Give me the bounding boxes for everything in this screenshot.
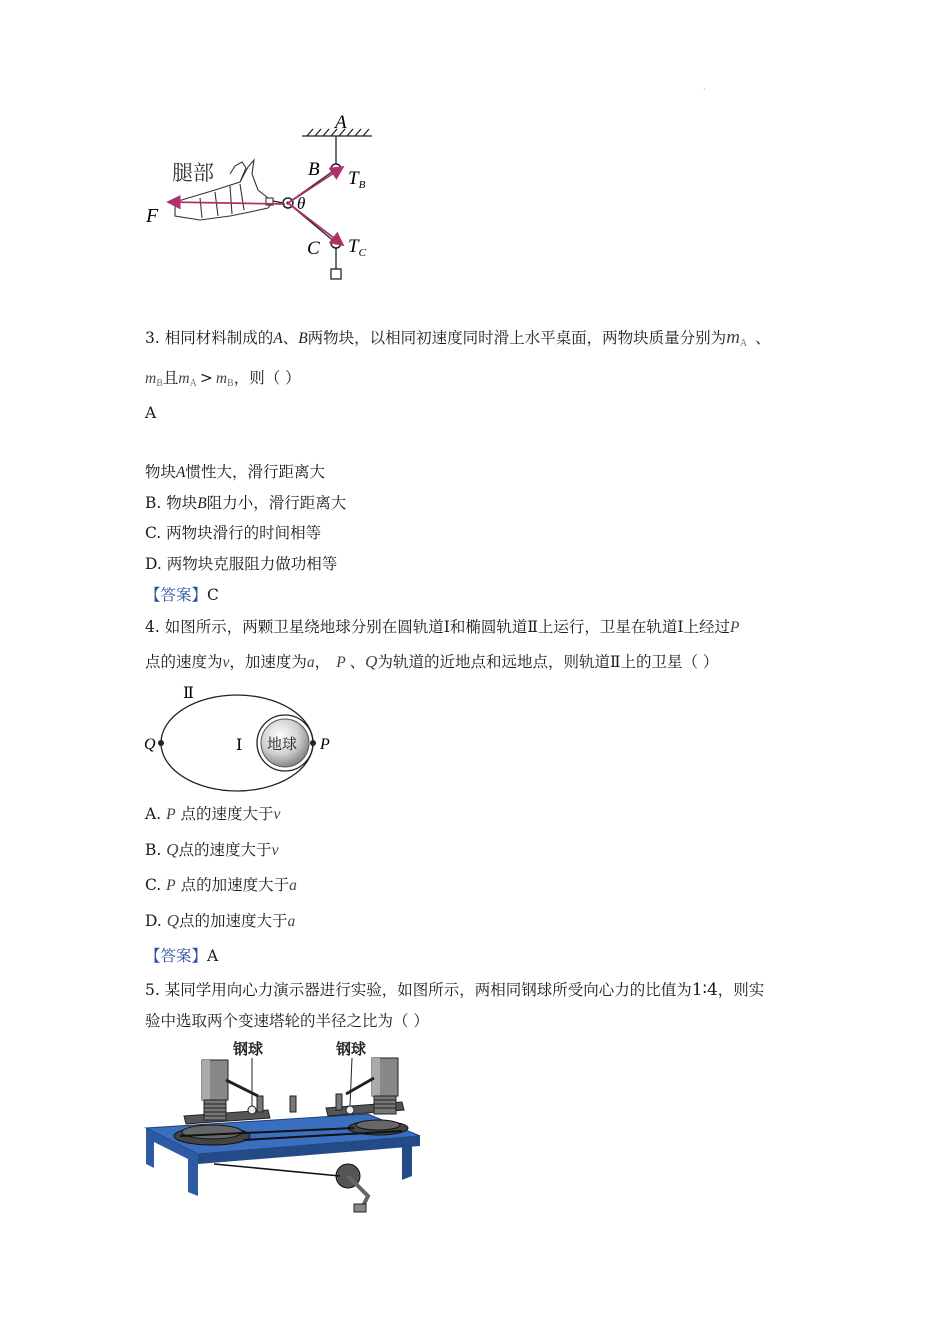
fig-label-p: P bbox=[320, 736, 330, 753]
q5-stem-line1: 5. 某同学用向心力演示器进行实验，如图所示，两相同钢球所受向心力的比值为1∶4，则实 bbox=[145, 980, 765, 1000]
fig-earth-label: 地球 bbox=[267, 735, 298, 753]
q5-stem-line2: 验中选取两个变速塔轮的半径之比为（ ） bbox=[145, 1012, 429, 1030]
q3-answer: 【答案】C bbox=[145, 586, 219, 604]
fig-label-q: Q bbox=[144, 736, 156, 753]
q3-option-b: B. 物块B阻力小，滑行距离大 bbox=[145, 494, 347, 512]
fig-label-i: Ⅰ bbox=[236, 737, 243, 754]
q3-stem-line1: 3. 相同材料制成的A、B两物块，以相同初速度同时滑上水平桌面，两物块质量分别为$m_A$ 、 bbox=[145, 327, 771, 349]
point-p bbox=[310, 740, 316, 746]
q4-option-d: D. Q点的加速度大于a bbox=[145, 911, 296, 930]
q3-stem-line2: $m_B$且$m_A > m_B$，则（ ） bbox=[145, 369, 301, 389]
q4-stem-line2: 点的速度为v，加速度为a， P 、Q为轨道的近地点和远地点，则轨道Ⅱ上的卫星（ ） bbox=[145, 652, 719, 671]
steel-ball-left bbox=[248, 1106, 256, 1114]
leg-traction-figure bbox=[140, 112, 390, 287]
label-theta: θ bbox=[297, 194, 306, 213]
q3-option-d: D. 两物块克服阻力做功相等 bbox=[145, 555, 338, 573]
fig-ball-left-label: 钢球 bbox=[233, 1040, 264, 1058]
q3-option-c: C. 两物块滑行的时间相等 bbox=[145, 524, 322, 542]
q4-option-a: A. P 点的速度大于v bbox=[145, 805, 281, 823]
right-sleeve bbox=[372, 1058, 398, 1114]
q3-option-a: 物块A惯性大，滑行距离大 bbox=[145, 463, 325, 481]
label-leg: 腿部 bbox=[172, 161, 214, 185]
label-F: F bbox=[146, 205, 159, 227]
fig-label-ii: Ⅱ bbox=[183, 685, 194, 702]
q3-option-a-letter: A bbox=[145, 404, 157, 422]
q4-option-c: C. P 点的加速度大于a bbox=[145, 876, 297, 894]
left-sleeve bbox=[202, 1060, 228, 1120]
point-q bbox=[158, 740, 164, 746]
fig-ball-right-label: 钢球 bbox=[336, 1040, 367, 1058]
label-TC: $T_C$ bbox=[348, 236, 366, 259]
crank-handle bbox=[354, 1204, 366, 1212]
q4-answer: 【答案】A bbox=[145, 947, 219, 965]
centripetal-device-figure bbox=[140, 1036, 430, 1221]
label-C: C bbox=[307, 238, 320, 259]
label-A: A bbox=[335, 112, 347, 133]
page-mark: ˎ bbox=[703, 81, 706, 91]
label-B: B bbox=[308, 159, 320, 180]
q4-stem-line1: 4. 如图所示，两颗卫星绕地球分别在圆轨道Ⅰ和椭圆轨道Ⅱ上运行，卫星在轨道Ⅰ上经过P bbox=[145, 618, 740, 636]
label-TB: $T_B$ bbox=[348, 168, 366, 191]
weight-block bbox=[331, 269, 341, 279]
orbit-figure bbox=[140, 682, 340, 794]
q4-option-b: B. Q点的速度大于v bbox=[145, 840, 279, 859]
steel-ball-right bbox=[346, 1106, 354, 1114]
